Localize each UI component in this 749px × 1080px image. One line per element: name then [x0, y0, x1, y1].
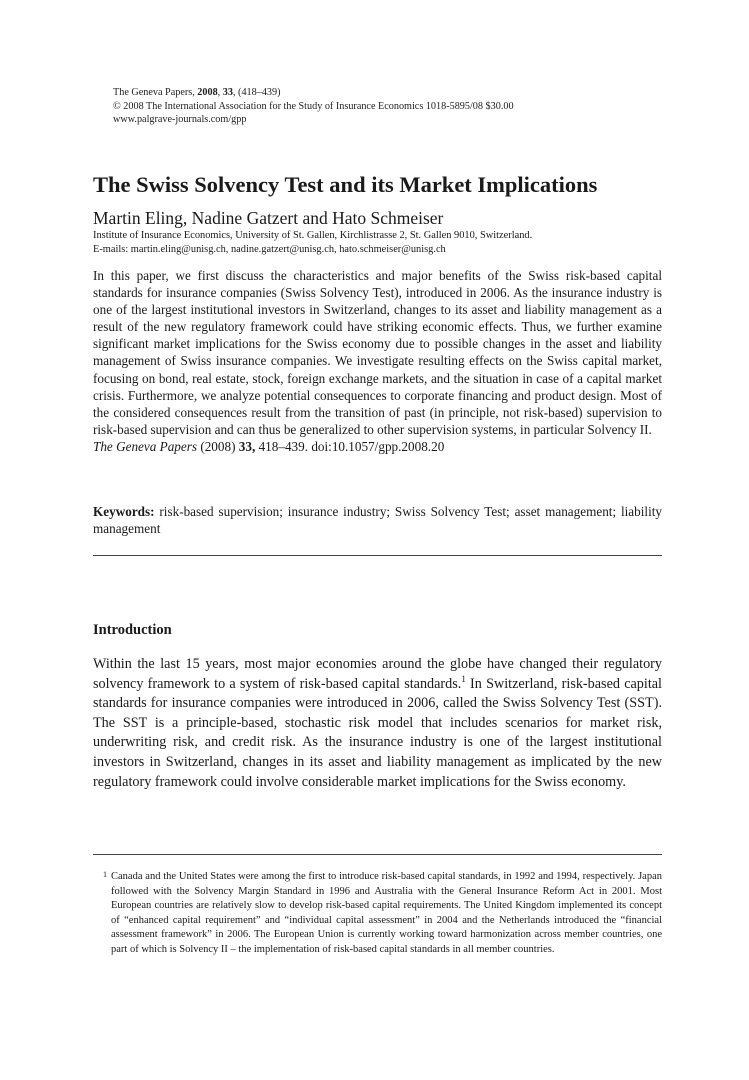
abstract-text: In this paper, we first discuss the characteristics and major benefits of the Swiss risk-based capital standards for insurance companies (Swiss Solvency Test), introduced in 2006. As the insurance industry is one of the largest institutional investors in Switzerland, changes to its asset and liability management as a result of the new regulatory framework could have striking economic effects. Thus, we further examine significant market implications for the Swiss economy due to possible changes in the asset and liability management of Swiss insurance companies. We investigate resulting effects on the Swiss capital market, focusing on bond, real estate, stock, foreign exchange markets, and the situation in case of a capital market crisis. Furthermore, we analyze potential consequences to corporate financing and product design. Most of the considered consequences result from the transition of past (in principle, not risk-based) supervision to risk-based supervision and can thus be generalized to other supervision systems, in particular Solvency II.	[93, 268, 662, 437]
abstract-divider	[93, 555, 662, 556]
footnote	[93, 870, 662, 957]
footnote-divider	[93, 854, 662, 855]
citation-volume: 33,	[238, 438, 256, 454]
footnote-number: 1	[103, 870, 107, 879]
journal-masthead	[113, 86, 514, 127]
article-citation: The Geneva Papers (2008) 33, 418–439. doi:10.1057/gpp.2008.20	[93, 438, 445, 454]
author-affiliation-block	[93, 229, 662, 257]
footnote-text: Canada and the United States were among the first to introduce risk-based capital standards, in 1992 and 1994, respectively. Japan followed with the Solvency Margin Standard in 1996 and Australia with the General Insurance Reform Act in 2001. Most European countries are relatively slow to develop risk-based capital requirements. The United Kingdom implemented its concept of “enhanced capital requirement” and “individual capital assessment” in 2004 and the Netherlands introduced the “financial assessment framework” in 2006. The European Union is currently working toward harmonization across member countries, one part of which is Solvency II – the implementation of risk-based capital standards in all member countries.	[111, 871, 662, 955]
keywords-text: risk-based supervision; insurance industry; Swiss Solvency Test; asset management; liability management	[93, 504, 662, 537]
introduction-paragraph: Within the last 15 years, most major economies around the globe have changed their regulatory solvency framework to a system of risk-based capital standards.$^1$ In Switzerland, risk-based capital standards for insurance companies were introduced in 2006, called the Swiss Solvency Test (SST). The SST is a principle-based, stochastic risk model that includes scenarios for market risk, underwriting risk, and credit risk. As the insurance industry is one of the largest institutional investors in Switzerland, changes in its asset and liability management as implicated by the new regulatory framework could involve considerable market implications for the Swiss economy.	[93, 656, 662, 790]
keywords-label: Keywords:	[93, 504, 155, 519]
abstract	[93, 267, 662, 455]
author-emails: E-mails: martin.eling@unisg.ch, nadine.gatzert@unisg.ch, hato.schmeiser@unisg.ch	[93, 244, 446, 255]
copyright-icon: ©	[113, 100, 121, 112]
masthead-volume: 33	[222, 87, 233, 98]
article-authors: Martin Eling, Nadine Gatzert and Hato Schmeiser	[93, 208, 444, 228]
masthead-url[interactable]: www.palgrave-journals.com/gpp	[113, 114, 247, 125]
article-title: The Swiss Solvency Test and its Market Implications	[93, 172, 598, 197]
citation-journal: The Geneva Papers	[93, 438, 198, 454]
masthead-year: 2008	[197, 87, 218, 98]
masthead-citation-line: The Geneva Papers, 2008, 33, (418–439)	[113, 87, 281, 98]
footnote-reference[interactable]: 1	[461, 673, 466, 684]
keywords	[93, 503, 662, 537]
masthead-copyright-line: © 2008 The International Association for the Study of Insurance Economics 1018-5895/08 $30.00	[113, 100, 514, 112]
affiliation: Institute of Insurance Economics, University of St. Gallen, Kirchlistrasse 2, St. Gallen 9010, Switzerland.	[93, 230, 533, 241]
section-heading-introduction: Introduction	[93, 622, 172, 638]
